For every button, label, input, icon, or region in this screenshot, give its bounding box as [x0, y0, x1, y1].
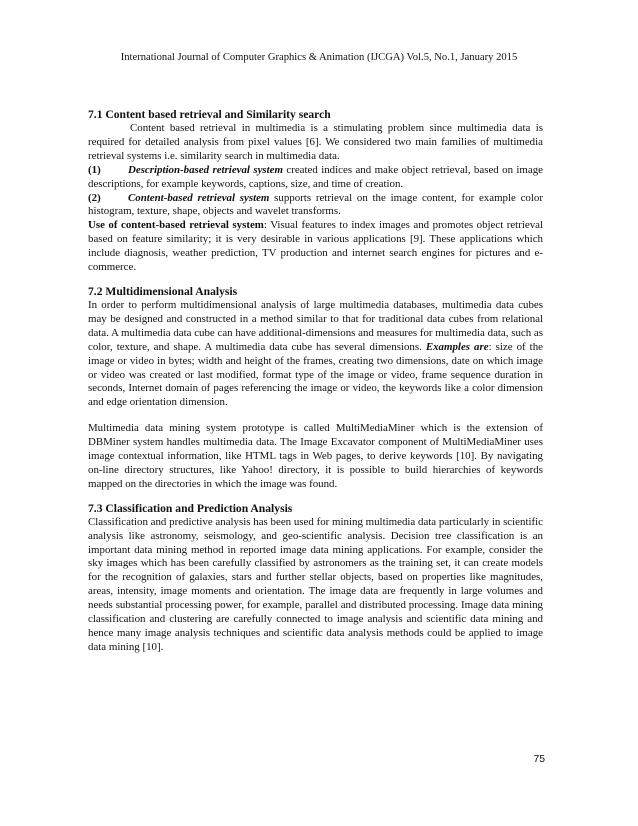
- running-head: International Journal of Computer Graphics & Animation (IJCGA) Vol.5, No.1, January 2015: [120, 52, 518, 63]
- examples-term: Examples are: [425, 340, 489, 353]
- section-7-1-item-1: [88, 164, 543, 192]
- item-2-text: supports retrieval on the image content, for example color histogram, texture, shape, objects and wavelet transforms.: [88, 191, 543, 218]
- section-7-2-para-2: Multimedia data mining system prototype is called MultiMediaMiner which is the extension of DBMiner system handles multimedia data. The Image Excavator component of MultiMediaMiner uses image contextual information, like HTML tags in Web pages, to derive keywords [10]. By navigating on-line directory structures, like Yahoo! directory, it is possible to build hierarchies of keywords mapped on the directories in which the image was found.: [88, 422, 543, 490]
- item-2-term: Content-based retrieval system: [128, 191, 270, 204]
- section-7-1-use: [88, 219, 543, 275]
- item-1-number: (1): [88, 163, 101, 176]
- use-text: : Visual features to index images and promotes object retrieval based on feature similarity; it is very desirable in various applications [9]. These applications which include diagnosis, weather prediction, TV production and internet search engines for pictures and e-commerce.: [88, 219, 543, 274]
- item-2-number: (2): [88, 191, 101, 204]
- item-1-text: created indices and make object retrieval, based on image descriptions, for example keywords, captions, size, and time of creation.: [88, 163, 544, 190]
- section-heading-7-3: 7.3 Classification and Prediction Analysis: [88, 501, 293, 515]
- para-1-text-b: : size of the image or video in bytes; width and height of the frames, creating two dimensions, date on which image or video was created or last modified, format type of the image or video, frame sequence duration in seconds, Internet domain of pages referencing the image or video, the keywords like a color dimension and edge orientation dimension.: [88, 340, 543, 409]
- section-7-1-intro: Content based retrieval in multimedia is a stimulating problem since multimedia data is required for detailed analysis from pixel values [6]. We considered two main families of multimedia retrieval systems i.e. similarity search in multimedia data.: [88, 122, 543, 162]
- spacer: [88, 275, 543, 284]
- page-content: [88, 107, 543, 655]
- section-7-1-item-2: [88, 192, 543, 220]
- use-term: Use of content-based retrieval system: [88, 219, 264, 232]
- spacer: [88, 410, 543, 422]
- section-7-2-para-1: [88, 299, 543, 410]
- section-7-3-para: Classification and predictive analysis has been used for mining multimedia data particularly in scientific analysis like astronomy, seismology, and geo-scientific analysis. Decision tree classification is an important data mining method in reported image data mining applications. For example, consider the sky images which has been carefully classified by astronomers as the training set, it can create models for the recognition of galaxies, stars and further stellar objects, based on properties like magnitudes, areas, intensity, image moments and orientation. The image data are frequently in large volumes and needs substantial processing power, for example, parallel and distributed processing. Image data mining classification and clustering are carefully connected to image analysis and scientific data mining and hence many image analysis techniques and scientific data analysis methods could be applied to image data mining [10].: [88, 515, 543, 653]
- para-1-text-a: In order to perform multidimensional analysis of large multimedia databases, multimedia data cubes may be designed and constructed in a method similar to that for traditional data cubes from relational data. A multimedia data cube can have additional-dimensions and measures for multimedia data, such as color, texture, and shape. A multimedia data cube has several dimensions.: [88, 298, 543, 353]
- item-1-term: Description-based retrieval system: [128, 163, 283, 176]
- section-heading-7-2: 7.2 Multidimensional Analysis: [88, 284, 238, 298]
- spacer: [88, 492, 543, 501]
- section-heading-7-1: 7.1 Content based retrieval and Similarity search: [88, 108, 331, 121]
- page-number: 75: [533, 754, 545, 765]
